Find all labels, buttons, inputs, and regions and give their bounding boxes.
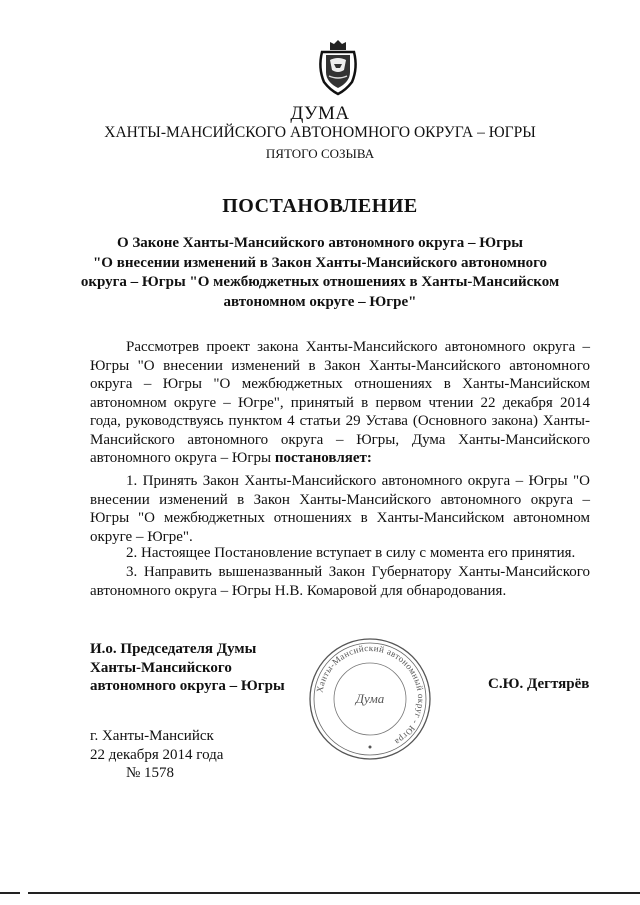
convocation-label: ПЯТОГО СОЗЫВА: [265, 146, 375, 161]
resolves-keyword: постановляет:: [274, 450, 372, 466]
document-footer: [90, 727, 223, 783]
subject-line: округа – Югры "О межбюджетных отношениях в Ханты-Мансийском: [80, 274, 560, 290]
document-subject: [80, 234, 560, 312]
org-name-subtitle: ХАНТЫ-МАНСИЙСКОГО АВТОНОМНОГО ОКРУГА – ЮГРЫ: [104, 124, 536, 141]
signatory-title-line: И.о. Председателя Думы: [90, 641, 257, 657]
subject-line: автономном округе – Югре": [223, 293, 417, 310]
document-number: № 1578: [126, 765, 175, 781]
official-stamp: [306, 635, 434, 763]
coat-of-arms-icon: [316, 38, 360, 96]
scan-edge-line: [0, 892, 20, 894]
scan-edge-line: [28, 892, 640, 894]
stamp-ring-text: Ханты-Мансийский автономный округ - Югра: [314, 642, 427, 748]
document-type: ПОСТАНОВЛЕНИЕ: [222, 195, 418, 217]
subject-line: О Законе Ханты-Мансийского автономного округа – Югры: [116, 235, 524, 251]
org-name-title: ДУМА: [290, 103, 350, 124]
subject-line: "О внесении изменений в Закон Ханты-Мансийского автономного: [92, 254, 548, 271]
stamp-center-text: Дума: [355, 691, 385, 706]
signatory-title-line: Ханты-Мансийского: [90, 659, 232, 676]
signatory-title: [90, 640, 285, 696]
signatory-title-line: автономного округа – Югры: [90, 678, 285, 694]
date-label: 22 декабря 2014 года: [90, 746, 224, 763]
preamble-text: Рассмотрев проект закона Ханты-Мансийского автономного округа – Югры "О внесении изменений в Закон Ханты-Мансийского автономного округа – Югры "О межбюджетных отношениях в Ханты-Мансийском автономном округе – Югре", принятый в первом чтении 22 декабря 2014 года, руководствуясь пунктом 4 статьи 29 Устава (Основного закона) Ханты-Мансийского автономного округа – Югры, Дума Ханты-Мансийского автономного округа – Югры: [90, 339, 590, 466]
preamble-paragraph: [90, 338, 590, 468]
signatory-name: С.Ю. Дегтярёв: [488, 676, 590, 692]
resolution-item-1: 1. Принять Закон Ханты-Мансийского автономного округа – Югры "О внесении изменений в Закон Ханты-Мансийского автономного округа – Югры "О межбюджетных отношениях в Ханты-Мансийском автономном округе – Югре".: [90, 473, 590, 545]
resolution-item-2: 2. Настоящее Постановление вступает в силу с момента его принятия.: [126, 545, 576, 561]
city-label: г. Ханты-Мансийск: [90, 728, 214, 744]
resolution-item-3: 3. Направить вышеназванный Закон Губернатору Ханты-Мансийского автономного округа – Югры Н.В. Комаровой для обнародования.: [90, 564, 590, 599]
